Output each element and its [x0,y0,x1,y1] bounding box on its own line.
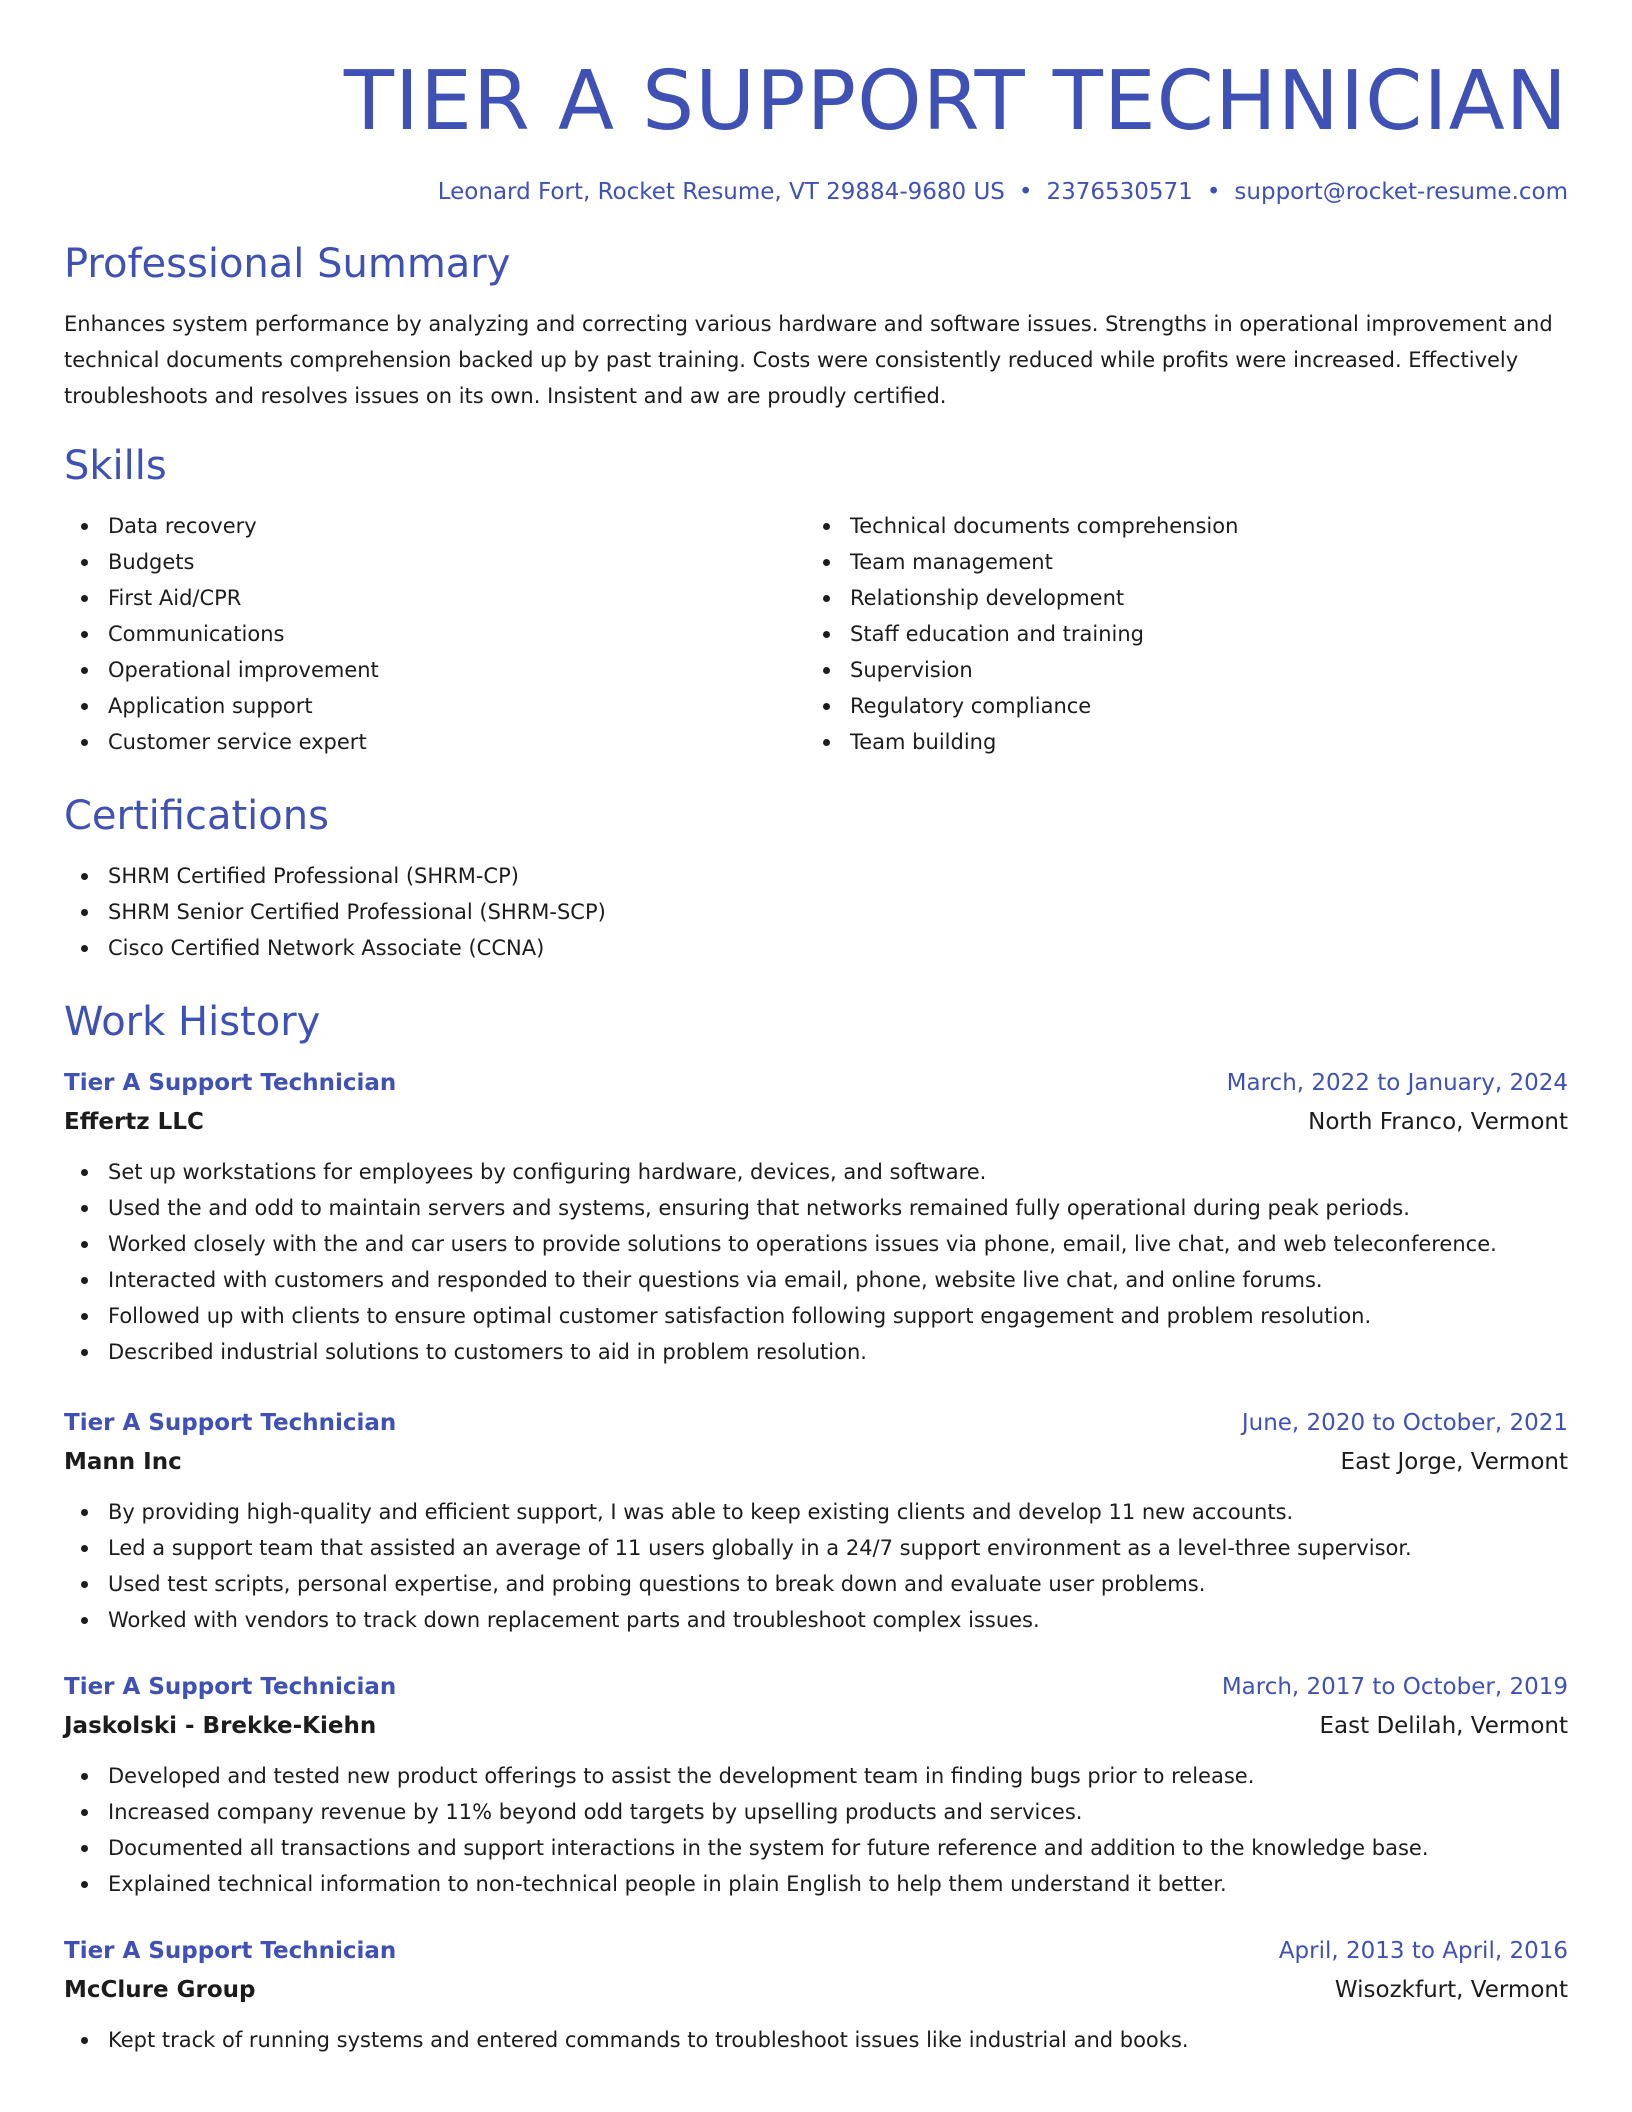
list-item: Followed up with clients to ensure optimal customer satisfaction following support engagement and problem resolution. [64,1298,1568,1334]
job-title: Tier A Support Technician [64,1070,397,1096]
list-item: Cisco Certified Network Associate (CCNA) [64,930,1568,966]
contact-separator: • [1018,179,1033,205]
job-location: East Jorge, Vermont [1340,1449,1568,1475]
job-dates: June, 2020 to October, 2021 [1241,1410,1568,1436]
resume-header [64,0,1568,208]
list-item: Used test scripts, personal expertise, and probing questions to break down and evaluate user problems. [64,1566,1568,1602]
skills-columns [64,508,1568,760]
skills-list-left [64,508,806,760]
list-item: Worked closely with the and car users to provide solutions to operations issues via phone, email, live chat, and web teleconference. [64,1226,1568,1262]
job-company: Jaskolski - Brekke-Kiehn [64,1713,377,1739]
job-bullets [64,1494,1568,1638]
list-item: Team management [806,544,1548,580]
list-item: Operational improvement [64,652,806,688]
job-entry [64,1668,1568,1902]
skills-section [64,440,1568,760]
job-company: McClure Group [64,1977,256,2003]
list-item: Application support [64,688,806,724]
job-dates: April, 2013 to April, 2016 [1278,1938,1568,1964]
list-item: Budgets [64,544,806,580]
list-item: Increased company revenue by 11% beyond odd targets by upselling products and services. [64,1794,1568,1830]
list-item: Worked with vendors to track down replacement parts and troubleshoot complex issues. [64,1602,1568,1638]
list-item: By providing high-quality and efficient support, I was able to keep existing clients and develop 11 new accounts. [64,1494,1568,1530]
list-item: Led a support team that assisted an average of 11 users globally in a 24/7 support environment as a level-three supervisor. [64,1530,1568,1566]
list-item: Technical documents comprehension [806,508,1548,544]
job-location: Wisozkfurt, Vermont [1334,1977,1568,2003]
job-bullets [64,1758,1568,1902]
list-item: Regulatory compliance [806,688,1548,724]
job-location: East Delilah, Vermont [1319,1713,1568,1739]
job-bullets [64,1154,1568,1370]
list-item: Team building [806,724,1548,760]
skills-column-right [806,508,1548,760]
list-item: Communications [64,616,806,652]
section-title-summary: Professional Summary [64,241,511,287]
job-dates: March, 2017 to October, 2019 [1221,1674,1568,1700]
list-item: Relationship development [806,580,1548,616]
contact-phone: 2376530571 [1046,179,1193,205]
list-item: Kept track of running systems and entered commands to troubleshoot issues like industrial and books. [64,2022,1568,2058]
job-header-row [64,1932,1568,1970]
list-item: First Aid/CPR [64,580,806,616]
job-entry [64,1064,1568,1370]
summary-text: Enhances system performance by analyzing and correcting various hardware and software issues. Strengths in operational improvement and technical documents comprehension backed up by past training. Costs were consistently reduced while profits were increased. Effectively troubleshoots and resolves issues on its own. Insistent and aw are proudly certified. [64,312,1553,408]
skills-list-right [806,508,1548,760]
job-entry [64,1932,1568,2058]
job-dates: March, 2022 to January, 2024 [1226,1070,1568,1096]
job-location: North Franco, Vermont [1308,1109,1568,1135]
list-item: Interacted with customers and responded to their questions via email, phone, website live chat, and online forums. [64,1262,1568,1298]
job-header-row [64,1404,1568,1442]
list-item: Customer service expert [64,724,806,760]
list-item: Staff education and training [806,616,1548,652]
work-history-section [64,996,1568,2058]
job-company-row [64,1706,1568,1746]
list-item: SHRM Senior Certified Professional (SHRM-SCP) [64,894,1568,930]
certifications-list [64,858,1568,966]
resume-name: TIER A SUPPORT TECHNICIAN [343,54,1568,149]
contact-email[interactable]: support@rocket-resume.com [1234,179,1568,205]
job-title: Tier A Support Technician [64,1410,397,1436]
list-item: Explained technical information to non-technical people in plain English to help them understand it better. [64,1866,1568,1902]
job-company-row [64,1970,1568,2010]
job-title: Tier A Support Technician [64,1938,397,1964]
section-title-skills: Skills [64,443,167,489]
contact-separator: • [1206,179,1221,205]
list-item: SHRM Certified Professional (SHRM-CP) [64,858,1568,894]
certifications-section [64,790,1568,966]
job-company-row [64,1102,1568,1142]
job-header-row [64,1064,1568,1102]
list-item: Documented all transactions and support interactions in the system for future reference and addition to the knowledge base. [64,1830,1568,1866]
contact-line [64,176,1568,208]
list-item: Described industrial solutions to customers to aid in problem resolution. [64,1334,1568,1370]
job-company: Mann Inc [64,1449,182,1475]
list-item: Data recovery [64,508,806,544]
job-company: Effertz LLC [64,1109,204,1135]
list-item: Developed and tested new product offerings to assist the development team in finding bugs prior to release. [64,1758,1568,1794]
list-item: Supervision [806,652,1548,688]
summary-section [64,238,1568,414]
job-company-row [64,1442,1568,1482]
list-item: Set up workstations for employees by configuring hardware, devices, and software. [64,1154,1568,1190]
section-title-certifications: Certifications [64,793,329,839]
job-entry [64,1404,1568,1638]
section-title-work-history: Work History [64,999,321,1045]
list-item: Used the and odd to maintain servers and systems, ensuring that networks remained fully operational during peak periods. [64,1190,1568,1226]
job-bullets [64,2022,1568,2058]
job-header-row [64,1668,1568,1706]
job-title: Tier A Support Technician [64,1674,397,1700]
contact-address: Leonard Fort, Rocket Resume, VT 29884-9680 US [437,179,1005,205]
skills-column-left [64,508,806,760]
